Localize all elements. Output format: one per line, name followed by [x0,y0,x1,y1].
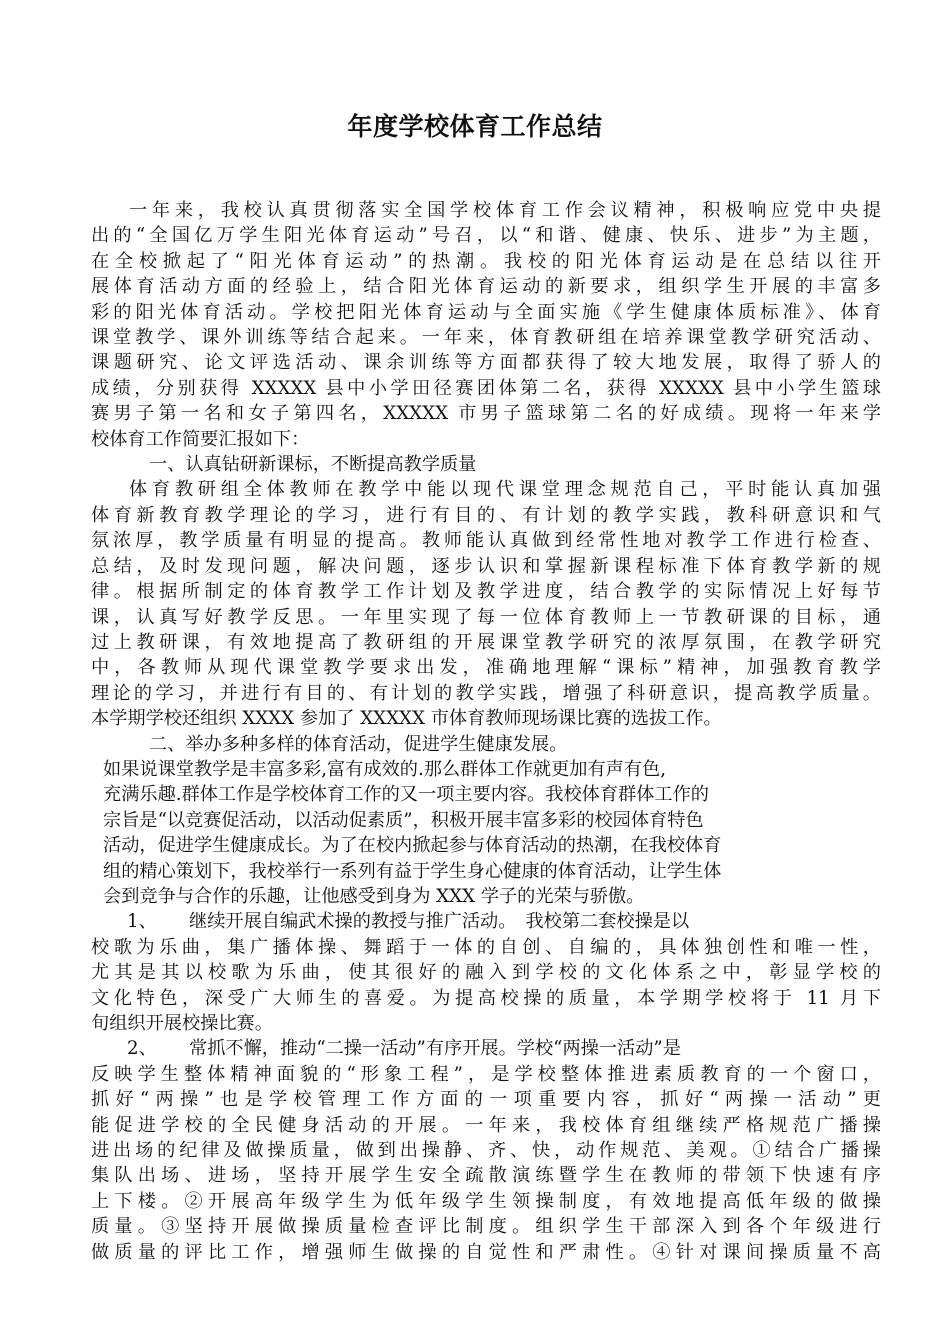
paragraph-line: 如果说课堂教学是丰富多彩,富有成效的.那么群体工作就更加有声有色, [103,758,666,780]
section-heading: 二、举办多种多样的体育活动，促进学生健康发展。 [149,733,568,755]
paragraph-line: 质量。③坚持开展做操质量检查评比制度。组织学生干部深入到各个年级进行 [91,1216,881,1238]
paragraph-line: 课题研究、论文评选活动、课余训练等方面都获得了较大地发展，取得了骄人的 [91,352,881,374]
paragraph-line: 集队出场、进场，坚持开展学生安全疏散演练暨学生在教师的带领下快速有序 [91,1165,881,1187]
paragraph-line: 体育新教育教学理论的学习，进行有目的、有计划的教学实践，教科研意识和气 [91,504,881,526]
paragraph-line: 尤其是其以校歌为乐曲，使其很好的融入到学校的文化体系之中，彰显学校的 [91,962,881,984]
paragraph-line: 中，各教师从现代课堂教学要求出发，准确地理解“课标”精神，加强教育教学 [91,657,881,679]
paragraph-line: 旬组织开展校操比赛。 [91,1013,273,1034]
paragraph-line: 赛男子第一名和女子第四名，XXXXX 市男子篮球第二名的好成绩。现将一年来学 [91,403,881,425]
paragraph-line: 彩的阳光体育活动。学校把阳光体育运动与全面实施《学生健康体质标准》、体育 [91,301,881,323]
document-title: 年度学校体育工作总结 [347,112,603,141]
paragraph-line: 做质量的评比工作，增强师生做操的自觉性和严肃性。④针对课间操质量不高 [91,1241,881,1263]
paragraph-line: 会到竞争与合作的乐趣，让他感受到身为 XXX 学子的光荣与骄傲。 [103,885,645,907]
paragraph-line: 过上教研课，有效地提高了教研组的开展课堂教学研究的浓厚氛围，在教学研究 [91,631,881,653]
list-number: 1、 [127,911,157,933]
paragraph-line: 理论的学习，并进行有目的、有计划的教学实践，增强了科研意识，提高教学质量。 [91,682,881,704]
paragraph-line: 能促进学校的全民健身活动的开展。一年来，我校体育组继续严格规范广播操 [91,1114,881,1136]
paragraph-line: 充满乐趣.群体工作是学校体育工作的又一项主要内容。我校体育群体工作的 [103,784,709,806]
paragraph-line: 宗旨是“以竞赛促活动，以活动促素质”，积极开展丰富多彩的校园体育特色 [103,809,704,831]
list-number: 2、 [127,1038,157,1060]
paragraph-line: 抓好“两操”也是学校管理工作方面的一项重要内容，抓好“两操一活动”更 [91,1089,881,1111]
paragraph-line: 组的精心策划下，我校举行一系列有益于学生身心健康的体育活动，让学生体 [103,860,722,882]
paragraph-line: 文化特色，深受广大师生的喜爱。为提高校操的质量，本学期学校将于 11 月下 [91,987,881,1009]
paragraph-line: 本学期学校还组织 XXXX 参加了 XXXXX 市体育教师现场课比赛的选拔工作。 [91,708,722,730]
paragraph-line: 进出场的纪律及做操质量，做到出操静、齐、快，动作规范、美观。①结合广播操 [91,1140,881,1162]
paragraph-line: 在全校掀起了“阳光体育运动”的热潮。我校的阳光体育运动是在总结以往开 [91,250,881,272]
paragraph-line: 展体育活动方面的经验上，结合阳光体育运动的新要求，组织学生开展的丰富多 [91,276,881,298]
paragraph-line: 律。根据所制定的体育教学工作计划及教学进度，结合教学的实际情况上好每节 [91,581,881,603]
paragraph-line: 体育教研组全体教师在教学中能以现代课堂理念规范自己，平时能认真加强 [129,479,881,501]
paragraph-line: 课，认真写好教学反思。一年里实现了每一位体育教师上一节教研课的目标，通 [91,606,881,628]
paragraph-line: 出的“全国亿万学生阳光体育运动”号召，以“和谐、健康、快乐、进步”为主题， [91,225,881,247]
paragraph-line: 反映学生整体精神面貌的“形象工程”，是学校整体推进素质教育的一个窗口， [91,1063,881,1085]
paragraph-line: 活动，促进学生健康成长。为了在校内掀起参与体育活动的热潮，在我校体育 [103,835,722,857]
paragraph-line: 一年来，我校认真贯彻落实全国学校体育工作会议精神，积极响应党中央提 [129,200,881,221]
document-body [91,198,881,1265]
paragraph-line: 成绩，分别获得 XXXXX 县中小学田径赛团体第二名，获得 XXXXX 县中小学生篮球 [91,377,881,399]
paragraph-line: 课堂教学、课外训练等结合起来。一年来，体育教研组在培养课堂教学研究活动、 [91,327,881,349]
paragraph-line: 校歌为乐曲，集广播体操、舞蹈于一体的自创、自编的，具体独创性和唯一性， [91,936,881,958]
paragraph-line: 校体育工作简要汇报如下： [91,428,310,450]
paragraph-line: 氛浓厚，教学质量有明显的提高。教师能认真做到经常性地对教学工作进行检查、 [91,530,881,552]
section-heading: 一、认真钻研新课标，不断提高教学质量 [149,454,477,476]
list-item-text: 常抓不懈，推动“二操一活动”有序开展。学校“两操一活动”是 [189,1038,681,1060]
paragraph-line: 总结，及时发现问题，解决问题，逐步认识和掌握新课程标准下体育教学新的规 [91,555,881,577]
paragraph-line: 上下楼。②开展高年级学生为低年级学生领操制度，有效地提高低年级的做操 [91,1190,881,1212]
numbered-item-line [91,1036,881,1061]
list-item-text: 继续开展自编武术操的教授与推广活动。 我校第二套校操是以 [189,911,690,933]
numbered-item-line [91,909,881,934]
